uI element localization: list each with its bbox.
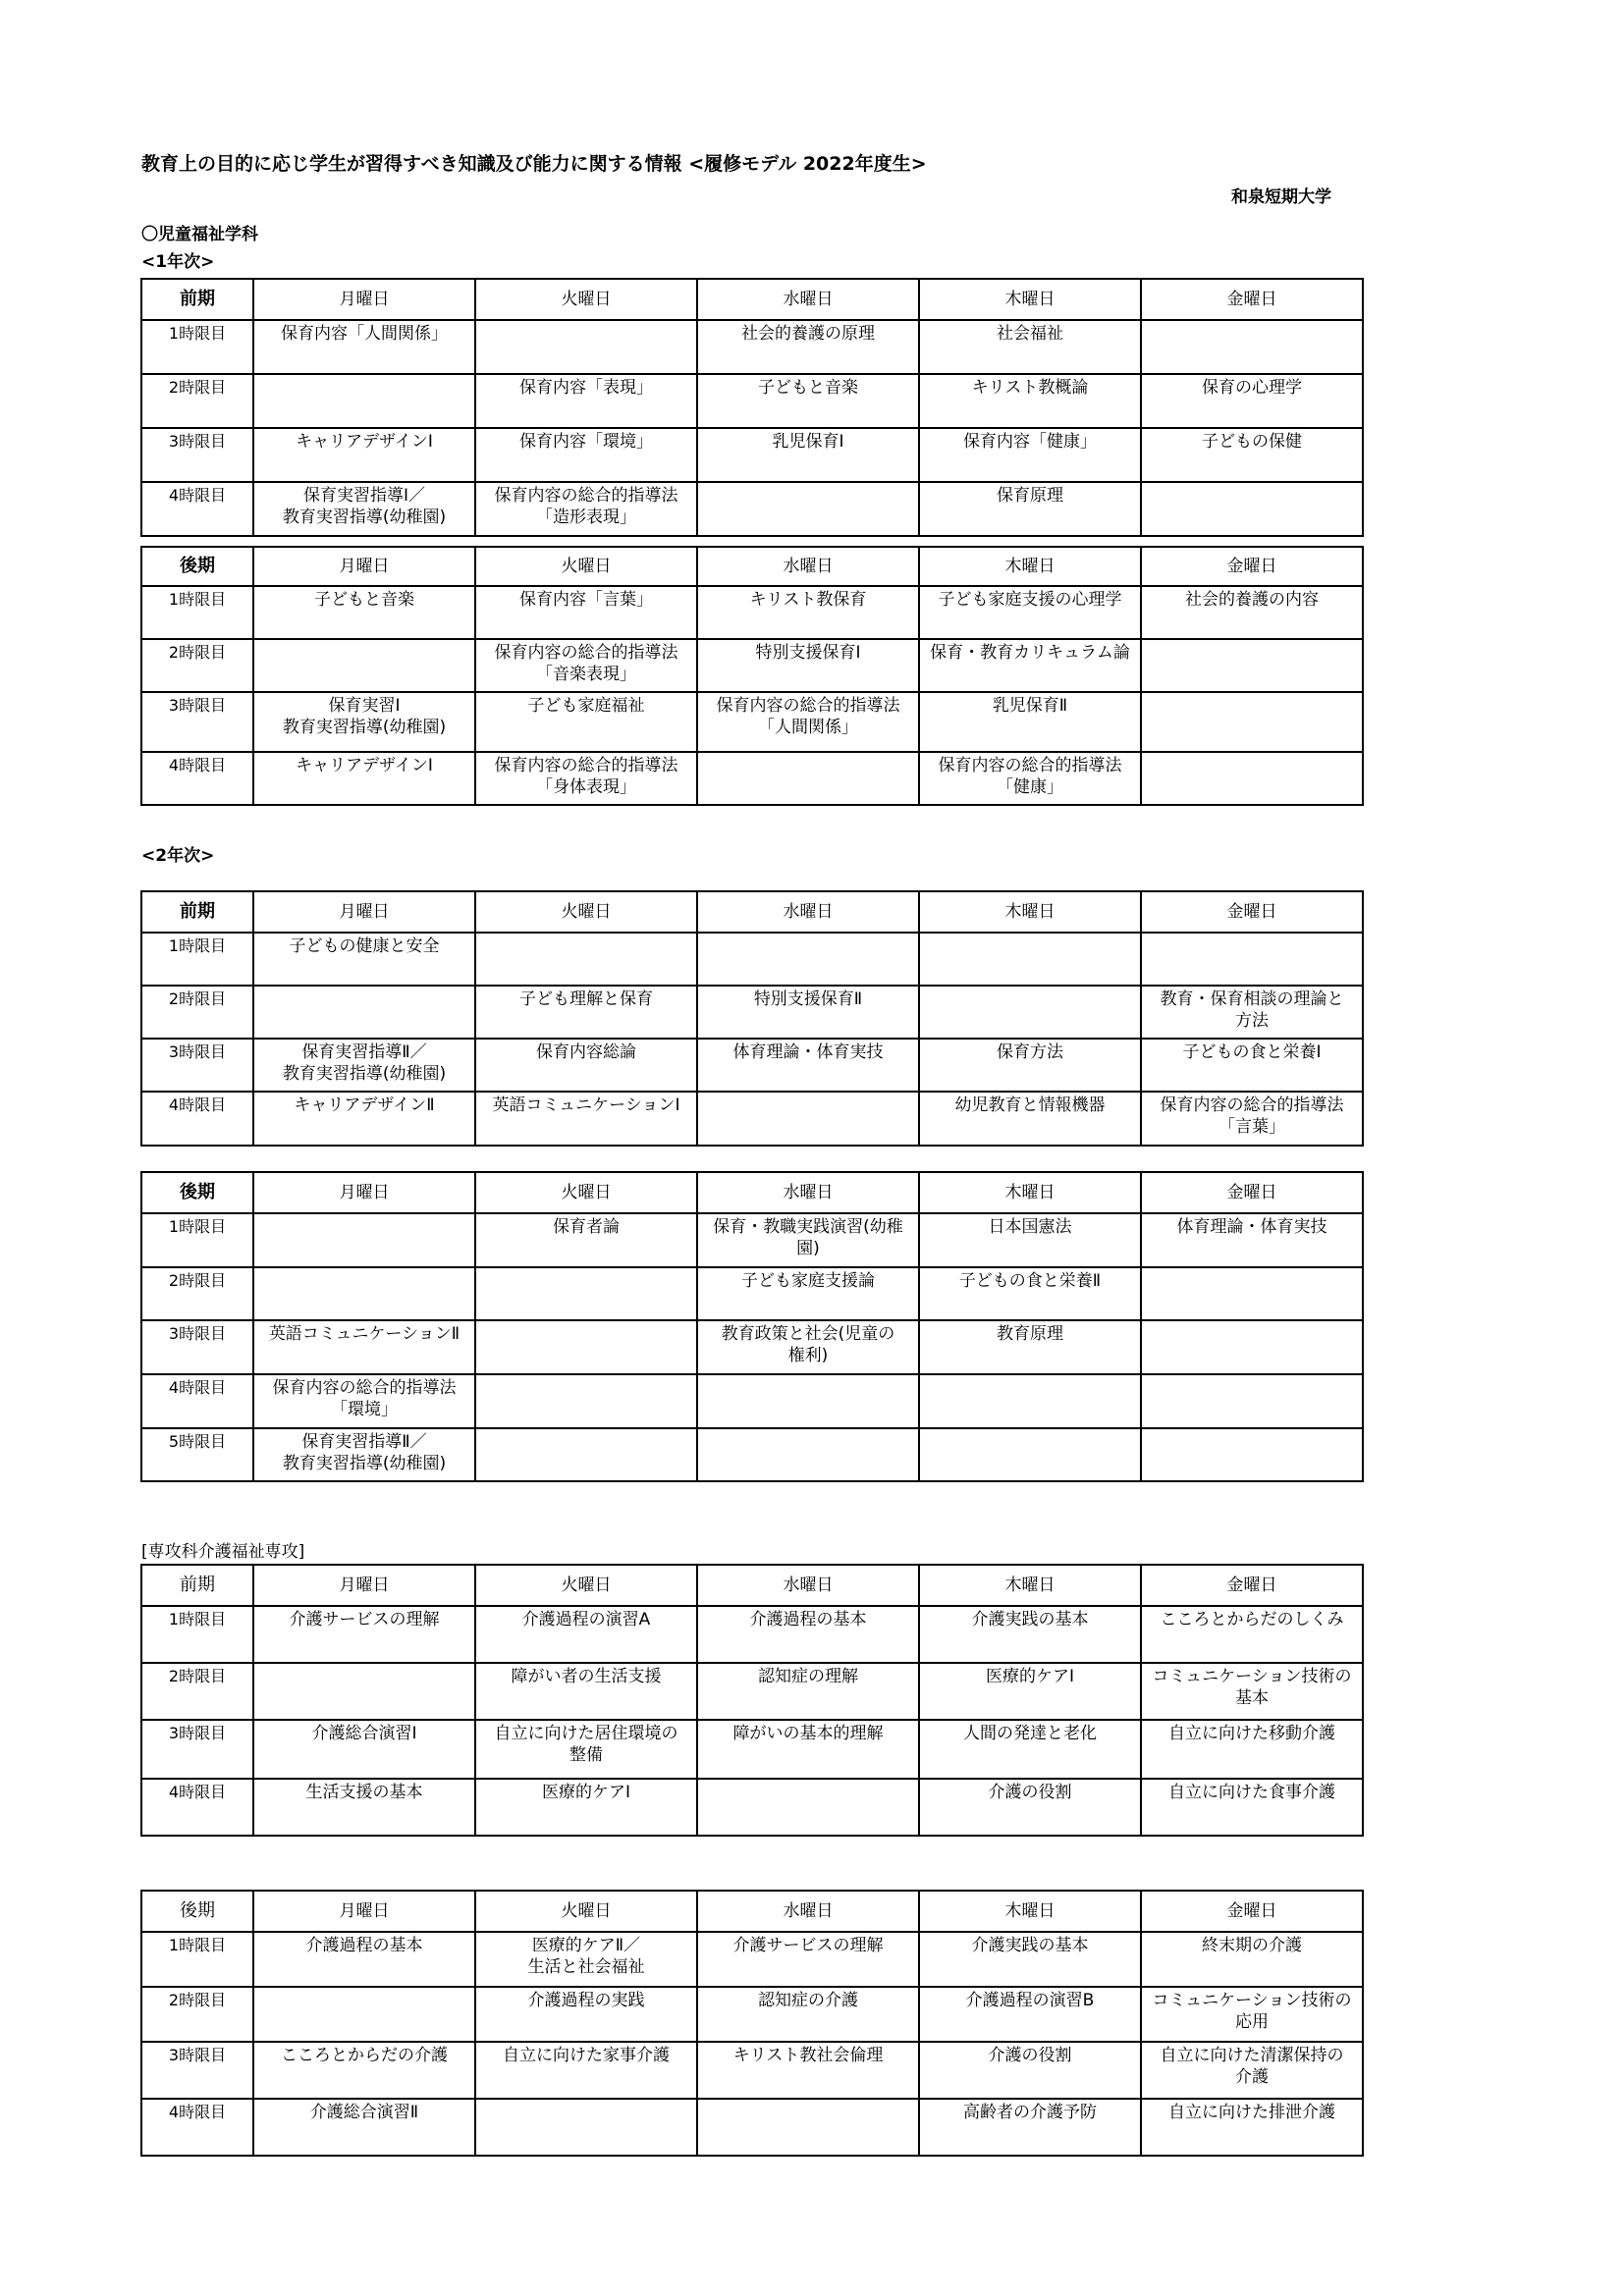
- course-cell: [697, 2099, 919, 2156]
- course-cell: 介護実践の基本: [919, 1606, 1141, 1663]
- course-cell: 介護過程の基本: [253, 1932, 475, 1987]
- day-header: 水曜日: [697, 1565, 919, 1606]
- term-label: 後期: [141, 1172, 253, 1213]
- course-cell: [1141, 692, 1363, 752]
- course-cell: 自立に向けた移動介護: [1141, 1720, 1363, 1779]
- course-cell: 保育実習Ⅰ 教育実習指導(幼稚園): [253, 692, 475, 752]
- course-cell: [697, 1428, 919, 1481]
- course-cell: [253, 986, 475, 1039]
- period-label: 1時限目: [141, 1932, 253, 1987]
- period-label: 3時限目: [141, 1039, 253, 1092]
- table-row: [141, 1320, 1363, 1374]
- course-cell: 日本国憲法: [919, 1213, 1141, 1267]
- course-cell: キャリアデザインⅠ: [253, 428, 475, 482]
- course-cell: 介護過程の実践: [475, 1987, 697, 2042]
- period-label: 2時限目: [141, 374, 253, 428]
- period-label: 4時限目: [141, 1092, 253, 1146]
- course-cell: こころとからだのしくみ: [1141, 1606, 1363, 1663]
- course-cell: 保育・教育カリキュラム論: [919, 639, 1141, 692]
- course-cell: 保育内容「人間関係」: [253, 320, 475, 374]
- course-cell: 介護総合演習Ⅰ: [253, 1720, 475, 1779]
- day-header: 月曜日: [253, 1565, 475, 1606]
- table-row: [141, 692, 1363, 752]
- course-cell: 子ども理解と保育: [475, 986, 697, 1039]
- day-header: 水曜日: [697, 1172, 919, 1213]
- table-row: [141, 933, 1363, 986]
- course-cell: 保育者論: [475, 1213, 697, 1267]
- period-label: 4時限目: [141, 482, 253, 536]
- period-label: 5時限目: [141, 1428, 253, 1481]
- period-label: 1時限目: [141, 1213, 253, 1267]
- day-header: 水曜日: [697, 279, 919, 320]
- period-label: 1時限目: [141, 1606, 253, 1663]
- course-cell: 保育実習指導Ⅱ／ 教育実習指導(幼稚園): [253, 1428, 475, 1481]
- course-cell: [475, 1374, 697, 1428]
- course-cell: 自立に向けた家事介護: [475, 2042, 697, 2099]
- day-header: 水曜日: [697, 891, 919, 933]
- period-label: 4時限目: [141, 1374, 253, 1428]
- year1-label: <1年次>: [141, 252, 215, 272]
- course-cell: 認知症の理解: [697, 1663, 919, 1720]
- course-cell: 保育内容の総合的指導法 「身体表現」: [475, 752, 697, 805]
- course-cell: 障がい者の生活支援: [475, 1663, 697, 1720]
- period-label: 2時限目: [141, 986, 253, 1039]
- course-cell: 介護サービスの理解: [697, 1932, 919, 1987]
- table-row: [141, 1039, 1363, 1092]
- course-cell: [919, 1428, 1141, 1481]
- table-row: [141, 1092, 1363, 1146]
- course-cell: [1141, 752, 1363, 805]
- course-cell: 自立に向けた食事介護: [1141, 1779, 1363, 1836]
- course-cell: [697, 482, 919, 536]
- table-row: [141, 752, 1363, 805]
- day-header: 金曜日: [1141, 1172, 1363, 1213]
- course-cell: 子ども家庭福祉: [475, 692, 697, 752]
- document-title: 教育上の目的に応じ学生が習得すべき知識及び能力に関する情報 <履修モデル 2022年度生>: [141, 153, 927, 175]
- table-row: [141, 1779, 1363, 1836]
- course-cell: [253, 1987, 475, 2042]
- table-row: [141, 986, 1363, 1039]
- course-cell: [475, 2099, 697, 2156]
- table-header-row: [141, 1565, 1363, 1606]
- table-row: [141, 428, 1363, 482]
- timetable-4: [140, 1171, 1364, 1482]
- course-cell: 自立に向けた清潔保持の 介護: [1141, 2042, 1363, 2099]
- course-cell: 保育実習指導Ⅰ／ 教育実習指導(幼稚園): [253, 482, 475, 536]
- day-header: 月曜日: [253, 547, 475, 586]
- day-header: 金曜日: [1141, 279, 1363, 320]
- period-label: 1時限目: [141, 586, 253, 639]
- day-header: 火曜日: [475, 1891, 697, 1932]
- course-cell: [475, 1320, 697, 1374]
- day-header: 木曜日: [919, 547, 1141, 586]
- course-cell: [697, 933, 919, 986]
- course-cell: 乳児保育Ⅱ: [919, 692, 1141, 752]
- period-label: 1時限目: [141, 320, 253, 374]
- course-cell: 教育政策と社会(児童の 権利): [697, 1320, 919, 1374]
- table-row: [141, 2042, 1363, 2099]
- course-cell: [253, 374, 475, 428]
- course-cell: 体育理論・体育実技: [697, 1039, 919, 1092]
- course-cell: コミュニケーション技術の 基本: [1141, 1663, 1363, 1720]
- course-cell: キャリアデザインⅡ: [253, 1092, 475, 1146]
- table-row: [141, 1267, 1363, 1320]
- course-cell: 乳児保育Ⅰ: [697, 428, 919, 482]
- table-row: [141, 1720, 1363, 1779]
- day-header: 金曜日: [1141, 1891, 1363, 1932]
- course-cell: [1141, 639, 1363, 692]
- course-cell: 保育内容総論: [475, 1039, 697, 1092]
- course-cell: 高齢者の介護予防: [919, 2099, 1141, 2156]
- day-header: 火曜日: [475, 279, 697, 320]
- day-header: 水曜日: [697, 547, 919, 586]
- course-cell: [475, 320, 697, 374]
- table-header-row: [141, 1172, 1363, 1213]
- day-header: 木曜日: [919, 279, 1141, 320]
- period-label: 2時限目: [141, 639, 253, 692]
- year2-label: <2年次>: [141, 846, 215, 866]
- period-label: 3時限目: [141, 1320, 253, 1374]
- day-header: 水曜日: [697, 1891, 919, 1932]
- course-cell: 子どもの健康と安全: [253, 933, 475, 986]
- table-header-row: [141, 279, 1363, 320]
- table-row: [141, 1987, 1363, 2042]
- course-cell: 保育方法: [919, 1039, 1141, 1092]
- course-cell: 特別支援保育Ⅱ: [697, 986, 919, 1039]
- term-label: 後期: [141, 547, 253, 586]
- table-row: [141, 1374, 1363, 1428]
- course-cell: [1141, 933, 1363, 986]
- course-cell: 子どもの食と栄養Ⅱ: [919, 1267, 1141, 1320]
- course-cell: [475, 1267, 697, 1320]
- course-cell: [1141, 1267, 1363, 1320]
- course-cell: 保育原理: [919, 482, 1141, 536]
- table-row: [141, 320, 1363, 374]
- course-cell: 社会的養護の原理: [697, 320, 919, 374]
- course-cell: 保育内容の総合的指導法 「人間関係」: [697, 692, 919, 752]
- course-cell: [919, 933, 1141, 986]
- course-cell: [253, 1213, 475, 1267]
- day-header: 金曜日: [1141, 547, 1363, 586]
- course-cell: [697, 1374, 919, 1428]
- term-label: 前期: [141, 1565, 253, 1606]
- course-cell: 保育内容の総合的指導法 「健康」: [919, 752, 1141, 805]
- period-label: 3時限目: [141, 428, 253, 482]
- course-cell: 介護過程の基本: [697, 1606, 919, 1663]
- day-header: 木曜日: [919, 1172, 1141, 1213]
- course-cell: 社会福祉: [919, 320, 1141, 374]
- course-cell: [919, 986, 1141, 1039]
- period-label: 4時限目: [141, 752, 253, 805]
- course-cell: [253, 1663, 475, 1720]
- course-cell: 子ども家庭支援論: [697, 1267, 919, 1320]
- course-cell: 保育内容の総合的指導法 「音楽表現」: [475, 639, 697, 692]
- course-cell: 保育内容「健康」: [919, 428, 1141, 482]
- table-row: [141, 586, 1363, 639]
- course-cell: 自立に向けた居住環境の 整備: [475, 1720, 697, 1779]
- timetable-5: [140, 1564, 1364, 1837]
- course-cell: [919, 1374, 1141, 1428]
- course-cell: [697, 752, 919, 805]
- course-cell: 子どもの食と栄養Ⅰ: [1141, 1039, 1363, 1092]
- course-cell: [253, 1267, 475, 1320]
- period-label: 4時限目: [141, 2099, 253, 2156]
- course-cell: 教育・保育相談の理論と 方法: [1141, 986, 1363, 1039]
- course-cell: 介護サービスの理解: [253, 1606, 475, 1663]
- course-cell: キャリアデザインⅠ: [253, 752, 475, 805]
- course-cell: キリスト教概論: [919, 374, 1141, 428]
- timetable-6: [140, 1890, 1364, 2157]
- course-cell: 保育内容「環境」: [475, 428, 697, 482]
- table-header-row: [141, 1891, 1363, 1932]
- course-cell: 終末期の介護: [1141, 1932, 1363, 1987]
- course-cell: [1141, 1320, 1363, 1374]
- section2-label: [専攻科介護福祉専攻]: [141, 1542, 305, 1562]
- day-header: 月曜日: [253, 1891, 475, 1932]
- course-cell: 保育の心理学: [1141, 374, 1363, 428]
- day-header: 月曜日: [253, 891, 475, 933]
- course-cell: 認知症の介護: [697, 1987, 919, 2042]
- course-cell: 保育内容の総合的指導法 「造形表現」: [475, 482, 697, 536]
- period-label: 3時限目: [141, 1720, 253, 1779]
- table-row: [141, 1932, 1363, 1987]
- timetable-3: [140, 890, 1364, 1147]
- day-header: 火曜日: [475, 1172, 697, 1213]
- day-header: 月曜日: [253, 1172, 475, 1213]
- course-cell: 子ども家庭支援の心理学: [919, 586, 1141, 639]
- course-cell: [1141, 320, 1363, 374]
- course-cell: 介護実践の基本: [919, 1932, 1141, 1987]
- course-cell: 社会的養護の内容: [1141, 586, 1363, 639]
- course-cell: 保育内容「表現」: [475, 374, 697, 428]
- day-header: 火曜日: [475, 891, 697, 933]
- timetable-2: [140, 546, 1364, 806]
- course-cell: 英語コミュニケーションⅡ: [253, 1320, 475, 1374]
- table-row: [141, 374, 1363, 428]
- course-cell: 体育理論・体育実技: [1141, 1213, 1363, 1267]
- term-label: 前期: [141, 891, 253, 933]
- course-cell: 介護の役割: [919, 2042, 1141, 2099]
- course-cell: 生活支援の基本: [253, 1779, 475, 1836]
- course-cell: 子どもと音楽: [253, 586, 475, 639]
- course-cell: [1141, 482, 1363, 536]
- course-cell: 障がいの基本的理解: [697, 1720, 919, 1779]
- course-cell: [1141, 1428, 1363, 1481]
- course-cell: 保育内容の総合的指導法 「環境」: [253, 1374, 475, 1428]
- table-row: [141, 2099, 1363, 2156]
- period-label: 1時限目: [141, 933, 253, 986]
- course-cell: 子どもと音楽: [697, 374, 919, 428]
- course-cell: キリスト教社会倫理: [697, 2042, 919, 2099]
- course-cell: [475, 1428, 697, 1481]
- day-header: 火曜日: [475, 1565, 697, 1606]
- day-header: 木曜日: [919, 891, 1141, 933]
- day-header: 月曜日: [253, 279, 475, 320]
- course-cell: キリスト教保育: [697, 586, 919, 639]
- period-label: 3時限目: [141, 692, 253, 752]
- course-cell: 医療的ケアⅡ／ 生活と社会福祉: [475, 1932, 697, 1987]
- period-label: 2時限目: [141, 1663, 253, 1720]
- course-cell: 医療的ケアⅠ: [919, 1663, 1141, 1720]
- timetable-1: [140, 278, 1364, 537]
- course-cell: 子どもの保健: [1141, 428, 1363, 482]
- course-cell: [253, 639, 475, 692]
- course-cell: 幼児教育と情報機器: [919, 1092, 1141, 1146]
- day-header: 金曜日: [1141, 1565, 1363, 1606]
- table-row: [141, 639, 1363, 692]
- course-cell: コミュニケーション技術の 応用: [1141, 1987, 1363, 2042]
- course-cell: こころとからだの介護: [253, 2042, 475, 2099]
- course-cell: 保育内容「言葉」: [475, 586, 697, 639]
- period-label: 3時限目: [141, 2042, 253, 2099]
- department-label: 〇児童福祉学科: [141, 225, 258, 244]
- table-row: [141, 1606, 1363, 1663]
- course-cell: 保育実習指導Ⅱ／ 教育実習指導(幼稚園): [253, 1039, 475, 1092]
- table-row: [141, 1428, 1363, 1481]
- course-cell: 介護過程の演習B: [919, 1987, 1141, 2042]
- day-header: 木曜日: [919, 1891, 1141, 1932]
- institution-name: 和泉短期大学: [1231, 187, 1331, 207]
- table-row: [141, 1213, 1363, 1267]
- term-label: 前期: [141, 279, 253, 320]
- course-cell: 介護総合演習Ⅱ: [253, 2099, 475, 2156]
- day-header: 火曜日: [475, 547, 697, 586]
- day-header: 金曜日: [1141, 891, 1363, 933]
- course-cell: 特別支援保育Ⅰ: [697, 639, 919, 692]
- course-cell: 保育・教職実践演習(幼稚 園): [697, 1213, 919, 1267]
- period-label: 4時限目: [141, 1779, 253, 1836]
- course-cell: 医療的ケアⅠ: [475, 1779, 697, 1836]
- period-label: 2時限目: [141, 1267, 253, 1320]
- course-cell: [697, 1092, 919, 1146]
- course-cell: [1141, 1374, 1363, 1428]
- period-label: 2時限目: [141, 1987, 253, 2042]
- course-cell: 保育内容の総合的指導法 「言葉」: [1141, 1092, 1363, 1146]
- table-header-row: [141, 891, 1363, 933]
- table-row: [141, 1663, 1363, 1720]
- course-cell: 教育原理: [919, 1320, 1141, 1374]
- course-cell: [475, 933, 697, 986]
- day-header: 木曜日: [919, 1565, 1141, 1606]
- course-cell: 英語コミュニケーションⅠ: [475, 1092, 697, 1146]
- term-label: 後期: [141, 1891, 253, 1932]
- course-cell: 介護過程の演習A: [475, 1606, 697, 1663]
- table-row: [141, 482, 1363, 536]
- course-cell: 介護の役割: [919, 1779, 1141, 1836]
- course-cell: 自立に向けた排泄介護: [1141, 2099, 1363, 2156]
- course-cell: [697, 1779, 919, 1836]
- table-header-row: [141, 547, 1363, 586]
- course-cell: 人間の発達と老化: [919, 1720, 1141, 1779]
